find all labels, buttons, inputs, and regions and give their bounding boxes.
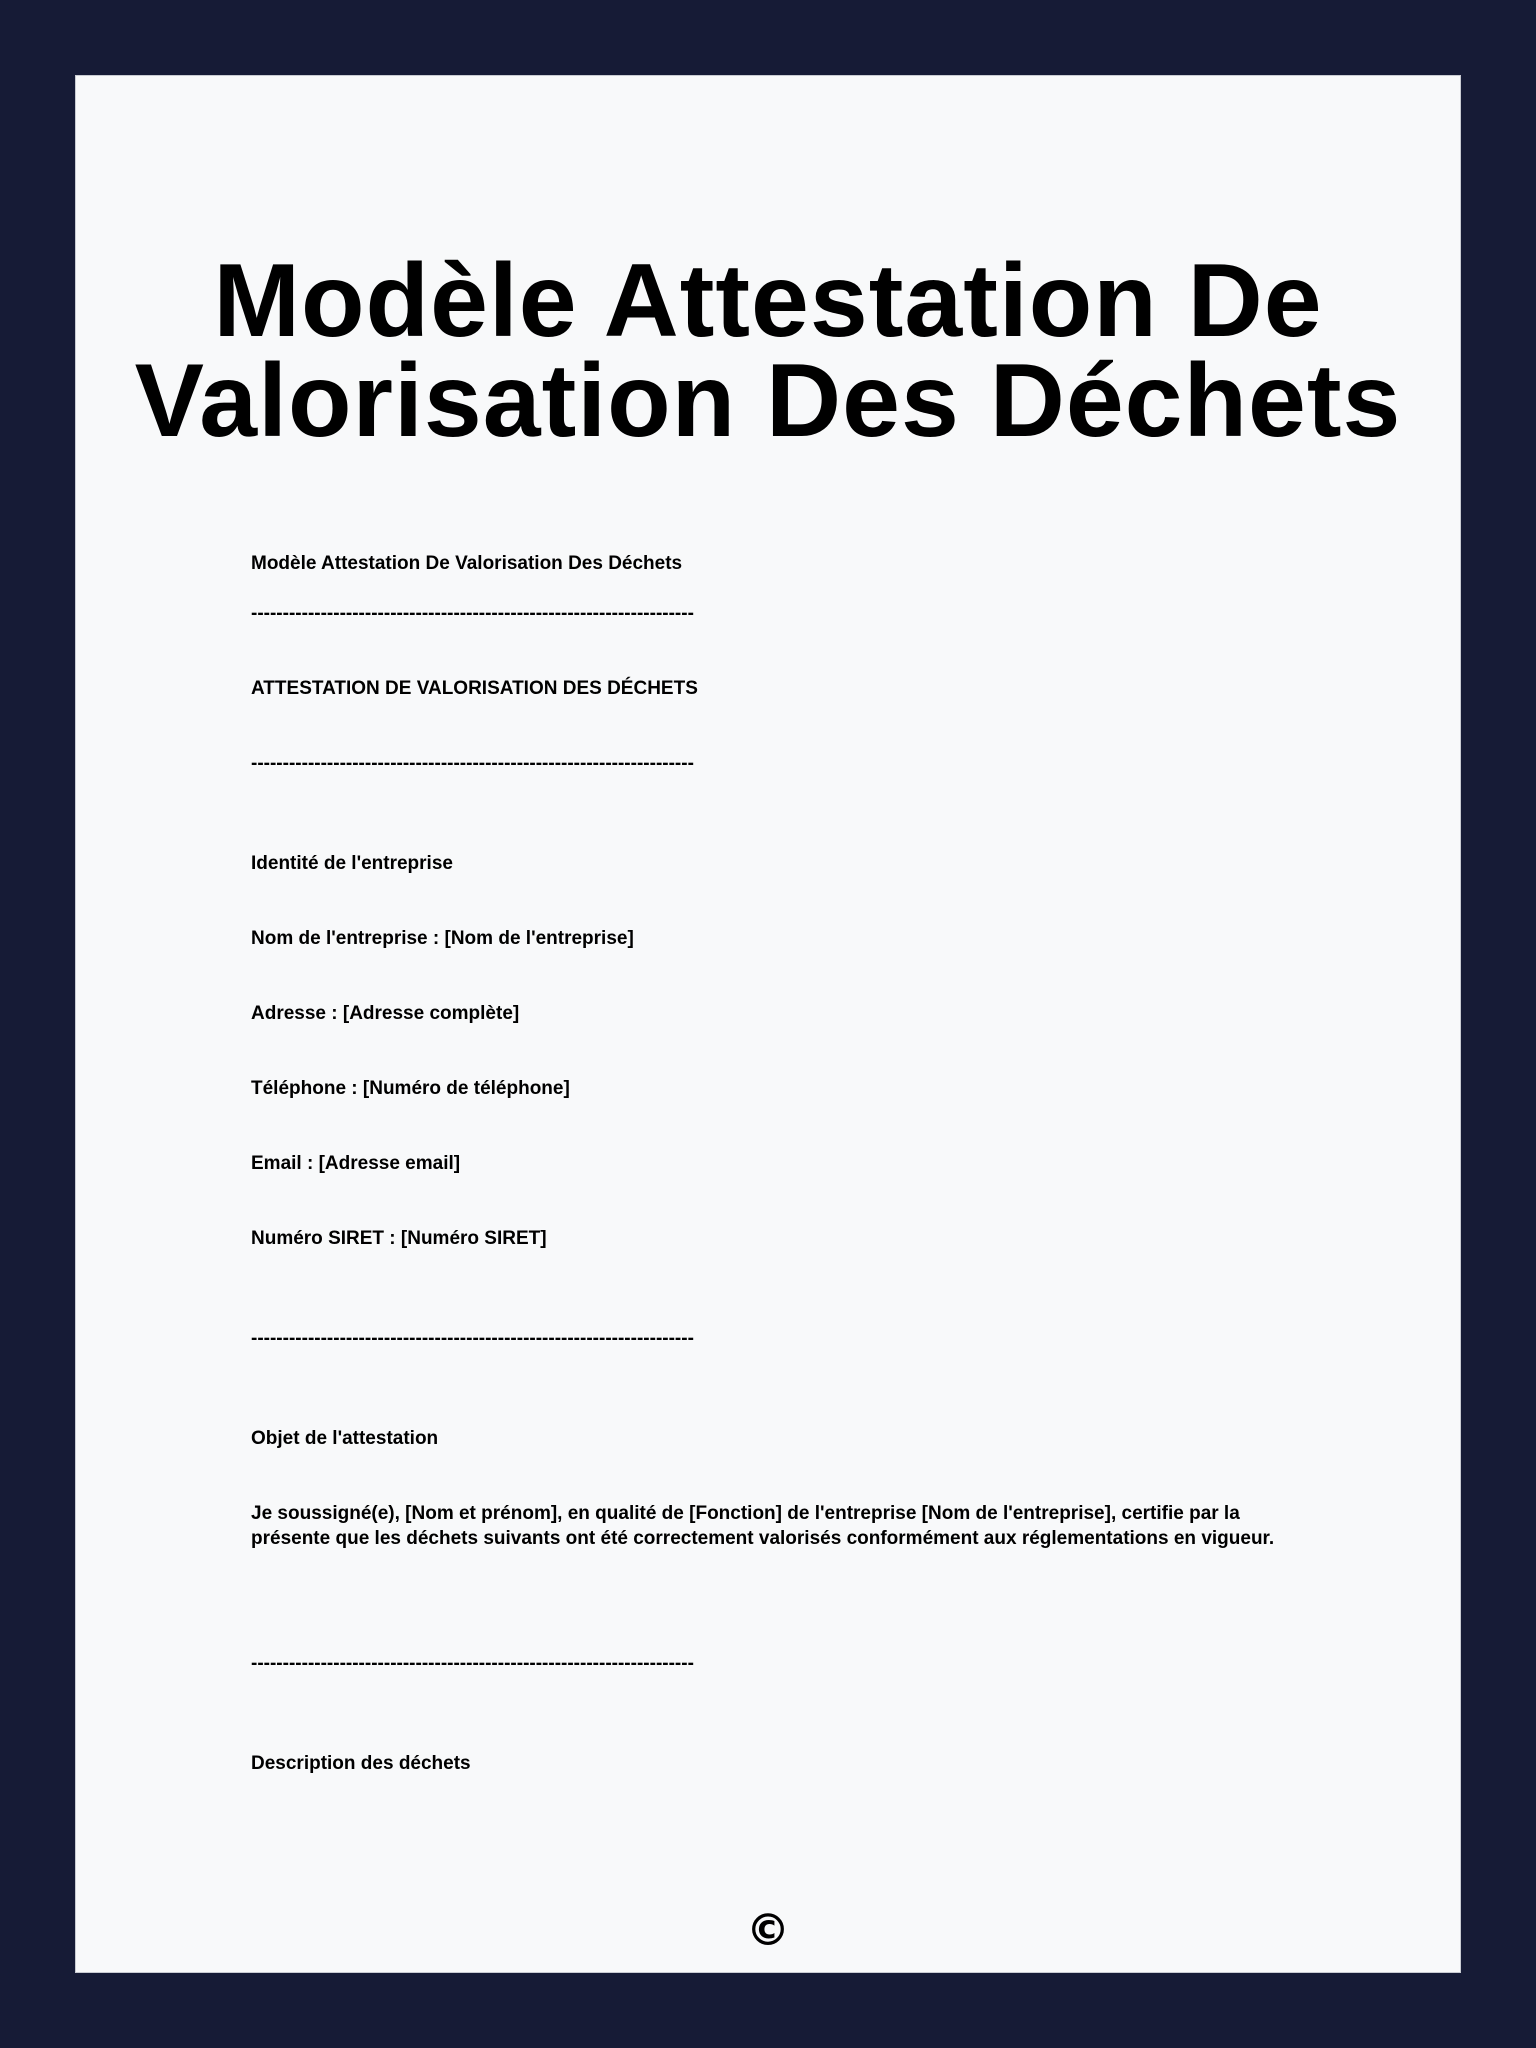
- document-page: [75, 75, 1461, 1973]
- field-email: Email : [Adresse email]: [251, 1153, 461, 1174]
- field-company-name: Nom de l'entreprise : [Nom de l'entreprise]: [251, 928, 634, 949]
- object-section-body: Je soussigné(e), [Nom et prénom], en qualité de [Fonction] de l'entreprise [Nom de l'entreprise], certifie par la présente que les déchets suivants ont été correctement valorisés conformément aux réglementations en vigueur.: [251, 1503, 1275, 1549]
- divider-3: ----------------------------------------------------------------------: [251, 1328, 694, 1349]
- divider-2: ----------------------------------------------------------------------: [251, 753, 694, 774]
- document-subtitle: Modèle Attestation De Valorisation Des Déchets: [251, 553, 683, 574]
- copyright-icon: ©: [746, 1905, 790, 1956]
- description-section-heading: Description des déchets: [251, 1753, 471, 1774]
- identity-section-heading: Identité de l'entreprise: [251, 853, 453, 874]
- divider-4: ----------------------------------------------------------------------: [251, 1653, 694, 1674]
- field-siret: Numéro SIRET : [Numéro SIRET]: [251, 1228, 547, 1249]
- attestation-heading: ATTESTATION DE VALORISATION DES DÉCHETS: [251, 678, 698, 699]
- divider-1: ----------------------------------------------------------------------: [251, 603, 694, 624]
- field-phone: Téléphone : [Numéro de téléphone]: [251, 1078, 570, 1099]
- page-title: Modèle Attestation De Valorisation Des Déchets: [134, 243, 1402, 459]
- field-address: Adresse : [Adresse complète]: [251, 1003, 520, 1024]
- object-section-heading: Objet de l'attestation: [251, 1428, 439, 1449]
